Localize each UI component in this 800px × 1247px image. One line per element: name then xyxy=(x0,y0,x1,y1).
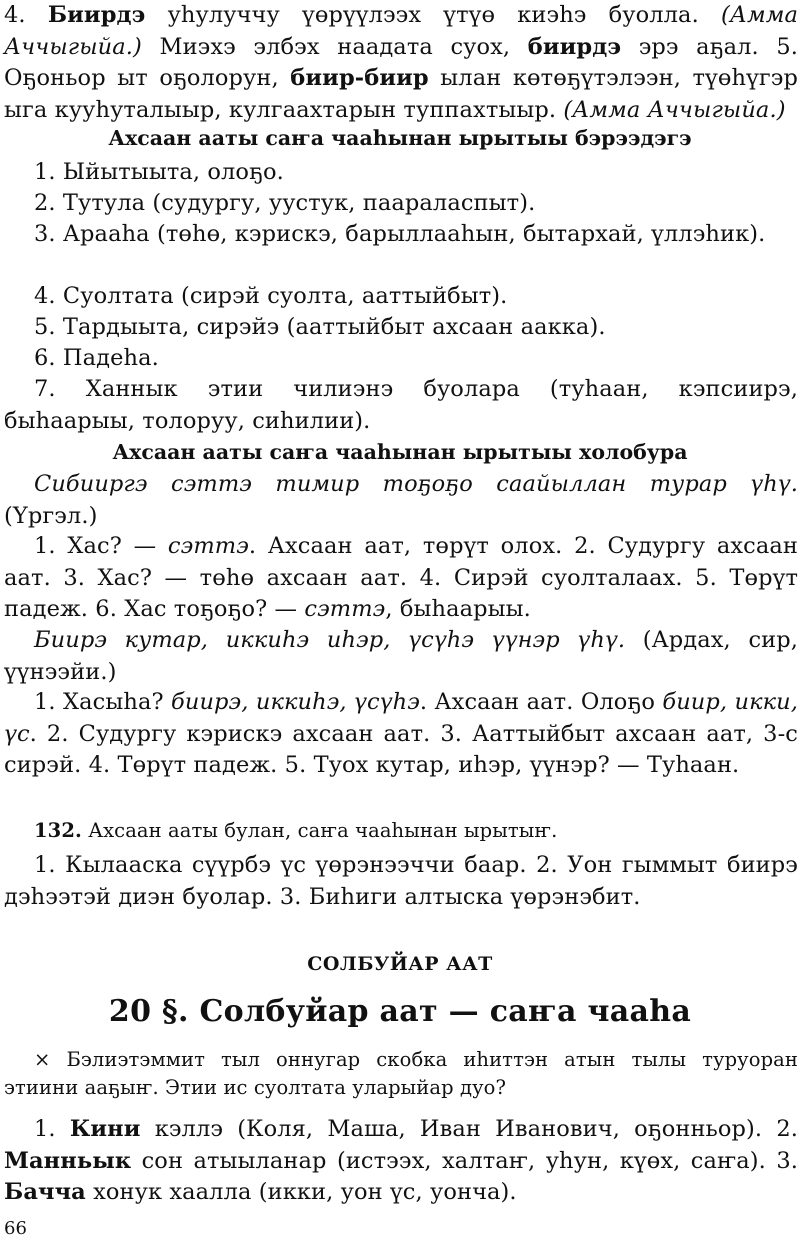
text: 1. xyxy=(34,1116,70,1142)
italic-word: сэттэ xyxy=(304,596,386,622)
bold-word: Кини xyxy=(69,1116,141,1142)
italic-word: сэттэ xyxy=(167,533,249,559)
text: 4. xyxy=(4,2,48,28)
source-citation: (Амма Аччыгыйа.) xyxy=(563,96,786,123)
bold-word: биир-биир xyxy=(290,65,429,91)
chapter-title: 20 §. Солбуйар аат — саҥа чааһа xyxy=(108,994,692,1029)
heading-parsing-example: Ахсаан ааты саҥа чааһынан ырытыы холобура xyxy=(112,440,688,464)
bold-word: Биирдэ xyxy=(47,2,146,28)
example-analysis-1 xyxy=(4,531,798,626)
section-title: СОЛБУЙАР ААТ xyxy=(307,953,493,975)
riddle-answer: (Ардах, сир, үүнээйи.) xyxy=(4,627,799,685)
text: , быһаарыы. xyxy=(385,596,531,622)
italic-word: биир, икки, үс xyxy=(4,689,799,747)
text: хонук хаалла (икки, уон үс, уонча). xyxy=(85,1179,517,1205)
list-item: 3. Арааһа (төһө, кэрискэ, барыллааһын, бытархай, үллэһик). xyxy=(34,221,766,247)
text: Миэхэ элбэх наадата суох, xyxy=(141,33,528,60)
text: сон атыыланар (истээх, халтаҥ, уһун, күөх, саҥа). 3. xyxy=(131,1147,798,1174)
list-item: 5. Тардыыта, сирэйэ (ааттыйбыт ахсаан аакка). xyxy=(34,314,606,340)
exercise-132-text: 1. Кылааска сүүрбэ үс үөрэнээччи баар. 2. Уон гыммыт биирэ дэһээтэй диэн буолар. 3. Биһиги алтыска үөрэнэбит. xyxy=(4,852,798,910)
text: Ахсаан ааты булан, саҥа чааһынан ырытыҥ. xyxy=(81,819,558,842)
list-item: 1. Ыйытыыта, олоҕо. xyxy=(34,159,284,185)
example-sentence-1 xyxy=(4,469,798,532)
italic-word: биирэ, иккиһэ, үсүһэ xyxy=(171,689,420,715)
exercise-number: 132. xyxy=(34,819,82,842)
example-analysis-2 xyxy=(4,687,798,782)
bold-word: Манньык xyxy=(4,1147,132,1174)
list-item: 7. Ханнык этии чилиэнэ буолара (туһаан, кэпсиирэ, быһаарыы, толоруу, сиһилии). xyxy=(4,376,798,434)
bold-word: Бачча xyxy=(4,1179,86,1205)
text: эрэ аҕал. 5. Оҕоньор ыт оҕолорун, xyxy=(4,33,798,91)
list-item: 2. Тутула (судургу, уустук, паараласпыт). xyxy=(34,190,536,216)
list-item: 6. Падеһа. xyxy=(34,345,159,371)
text: ылан көтөҕүтэлээн, түөһүгэр ыга кууһуталыыр, кулгаахтарын туппахтыыр. xyxy=(4,65,798,123)
text: 1. Хасыһа? xyxy=(34,689,172,715)
example-text: Биирэ кутар, иккиһэ иһэр, үсүһэ үүнэр үһү. xyxy=(34,627,626,653)
exercise-132-instruction xyxy=(4,817,798,845)
list-item: 4. Суолтата (сирэй суолта, ааттыйбыт). xyxy=(34,283,508,309)
task-examples xyxy=(4,1114,798,1209)
heading-parsing-order: Ахсаан ааты саҥа чааһынан ырытыы бэрээдэгэ xyxy=(108,126,692,150)
page-number: 66 xyxy=(4,1218,27,1239)
text: . 2. Судургу кэрискэ ахсаан аат. 3. Ааттыйбыт ахсаан аат, 3-с сирэй. 4. Төрүт падеж. 5. Туох кутар, иһэр, үүнэр? — Туһаан. xyxy=(4,720,798,778)
paragraph-example-4-5 xyxy=(4,0,798,126)
text: 1. Хас? — xyxy=(34,533,168,559)
bold-word: биирдэ xyxy=(527,33,622,60)
example-sentence-2 xyxy=(4,625,798,688)
source-citation: (Амма Аччыгыйа.) xyxy=(4,2,798,60)
text: уһулуччу үөрүүлээх үтүө киэһэ буолла. xyxy=(145,2,721,28)
text: кэллэ (Коля, Маша, Иван Иванович, оҕонньор). 2. xyxy=(140,1116,798,1142)
text: . Ахсаан аат, төрүт олох. 2. Судургу ахсаан аат. 3. Хас? — төһө ахсаан аат. 4. Сирэй суолталаах. 5. Төрүт падеж. 6. Хас тоҕоҕо? — xyxy=(4,533,798,622)
source-citation: (Үргэл.) xyxy=(4,502,98,529)
example-text: Сибииргэ сэттэ тимир тоҕоҕо саайыллан турар үһү. xyxy=(34,471,798,497)
task-instruction: × Бэлиэтэммит тыл оннугар скобка иһиттэн атын тылы туруоран этиини ааҕыҥ. Этии ис суолтата уларыйар дуо? xyxy=(4,1048,798,1099)
text: . Ахсаан аат. Олоҕо xyxy=(419,689,663,715)
